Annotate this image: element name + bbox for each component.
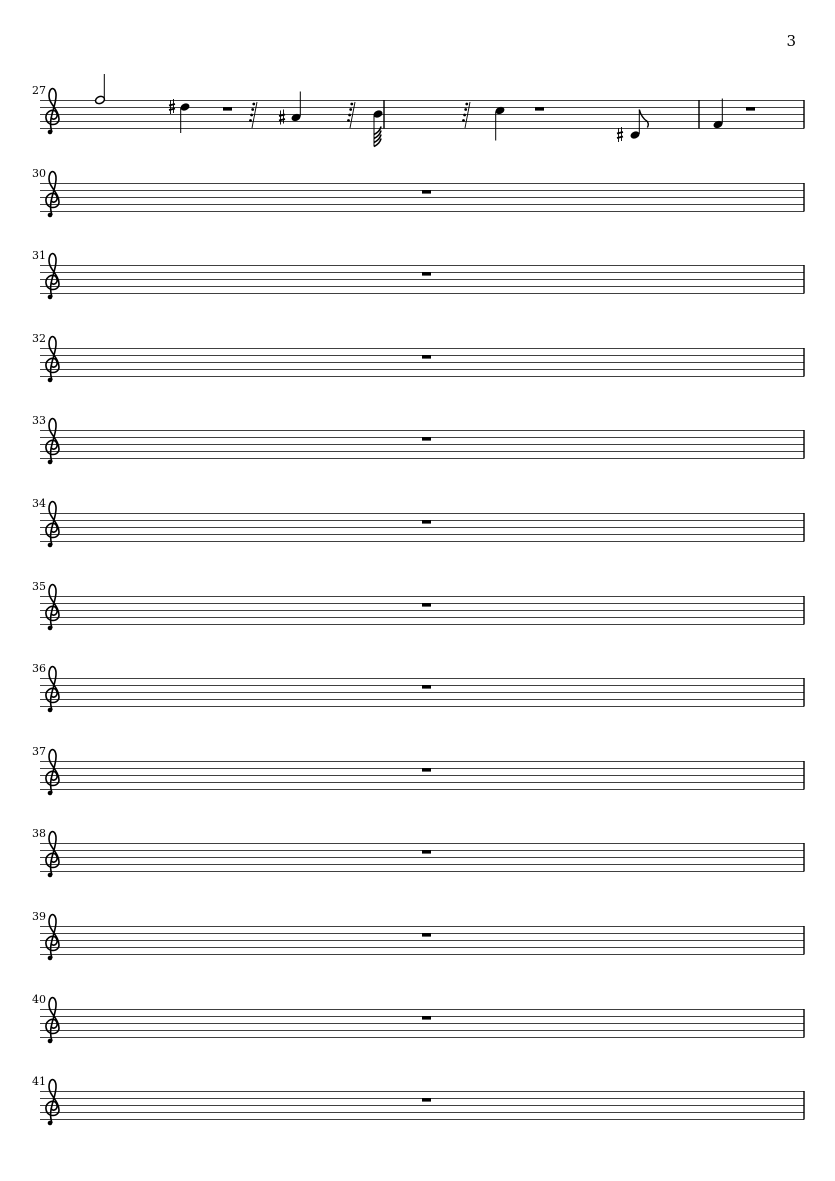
whole-rest — [422, 520, 431, 524]
staff-system — [30, 414, 805, 490]
whole-rest — [422, 933, 431, 937]
staff-system — [30, 84, 805, 160]
sharp-icon — [617, 127, 623, 142]
treble-clef-icon — [46, 336, 59, 382]
measure-number: 35 — [32, 579, 46, 593]
whole-rest — [422, 355, 431, 359]
note-flag — [639, 110, 648, 128]
staff-system — [30, 331, 805, 408]
treble-clef-icon — [46, 997, 59, 1043]
sixtyfourth-rest-icon — [347, 102, 355, 128]
treble-clef-icon — [46, 915, 59, 961]
staff-system — [30, 827, 805, 903]
measure-number: 36 — [32, 662, 46, 676]
whole-rest — [422, 437, 431, 441]
staff-system — [30, 992, 805, 1069]
staff — [40, 843, 806, 903]
treble-clef-icon — [46, 584, 59, 630]
staff — [40, 678, 806, 738]
staff — [40, 100, 806, 160]
treble-clef-icon — [46, 502, 59, 548]
treble-clef-icon — [46, 171, 59, 217]
measure-number: 32 — [32, 331, 46, 345]
whole-rest — [746, 107, 755, 111]
staff — [40, 926, 806, 986]
staff — [40, 761, 806, 821]
whole-rest — [223, 107, 232, 111]
measure-number: 30 — [32, 166, 46, 180]
whole-rest — [422, 1098, 431, 1102]
staff — [40, 430, 806, 490]
whole-rest — [422, 768, 431, 772]
staff-system — [30, 579, 805, 656]
staff-system — [30, 662, 805, 738]
sixtyfourth-rest-icon — [249, 102, 257, 128]
sixtyfourth-rest-icon — [462, 102, 470, 128]
measure-number: 37 — [32, 744, 46, 758]
whole-rest — [422, 272, 431, 276]
measure-number: 40 — [32, 992, 46, 1006]
measure-number: 41 — [32, 1075, 46, 1089]
measure-number: 27 — [32, 84, 46, 97]
staff — [40, 348, 806, 408]
staff — [40, 513, 806, 573]
page-number: 3 — [786, 32, 796, 50]
treble-clef-icon — [46, 419, 59, 465]
treble-clef-icon — [46, 89, 59, 135]
staff-system — [30, 249, 805, 325]
treble-clef-icon — [46, 254, 59, 300]
whole-rest — [422, 190, 431, 194]
sharp-icon — [279, 110, 285, 125]
staff-system — [30, 166, 805, 243]
measure-number: 38 — [32, 827, 46, 841]
whole-rest — [422, 603, 431, 607]
staff-system — [30, 744, 805, 821]
whole-rest — [535, 107, 544, 111]
treble-clef-icon — [46, 667, 59, 713]
treble-clef-icon — [46, 749, 59, 795]
treble-clef-icon — [46, 1080, 59, 1126]
treble-clef-icon — [46, 832, 59, 878]
measure-number: 31 — [32, 249, 46, 263]
measure-number: 39 — [32, 910, 46, 923]
staff-system — [30, 1075, 805, 1151]
staff-system — [30, 910, 805, 986]
measure-number: 34 — [32, 497, 46, 510]
staff — [40, 265, 806, 325]
staff — [40, 596, 806, 656]
staff — [40, 183, 806, 243]
staff — [40, 1009, 806, 1069]
staff — [40, 1091, 806, 1151]
staff-system — [30, 497, 805, 573]
measure-number: 33 — [32, 414, 46, 428]
sharp-icon — [169, 99, 175, 114]
whole-rest — [422, 850, 431, 854]
whole-rest — [422, 1016, 431, 1020]
whole-rest — [422, 685, 431, 689]
